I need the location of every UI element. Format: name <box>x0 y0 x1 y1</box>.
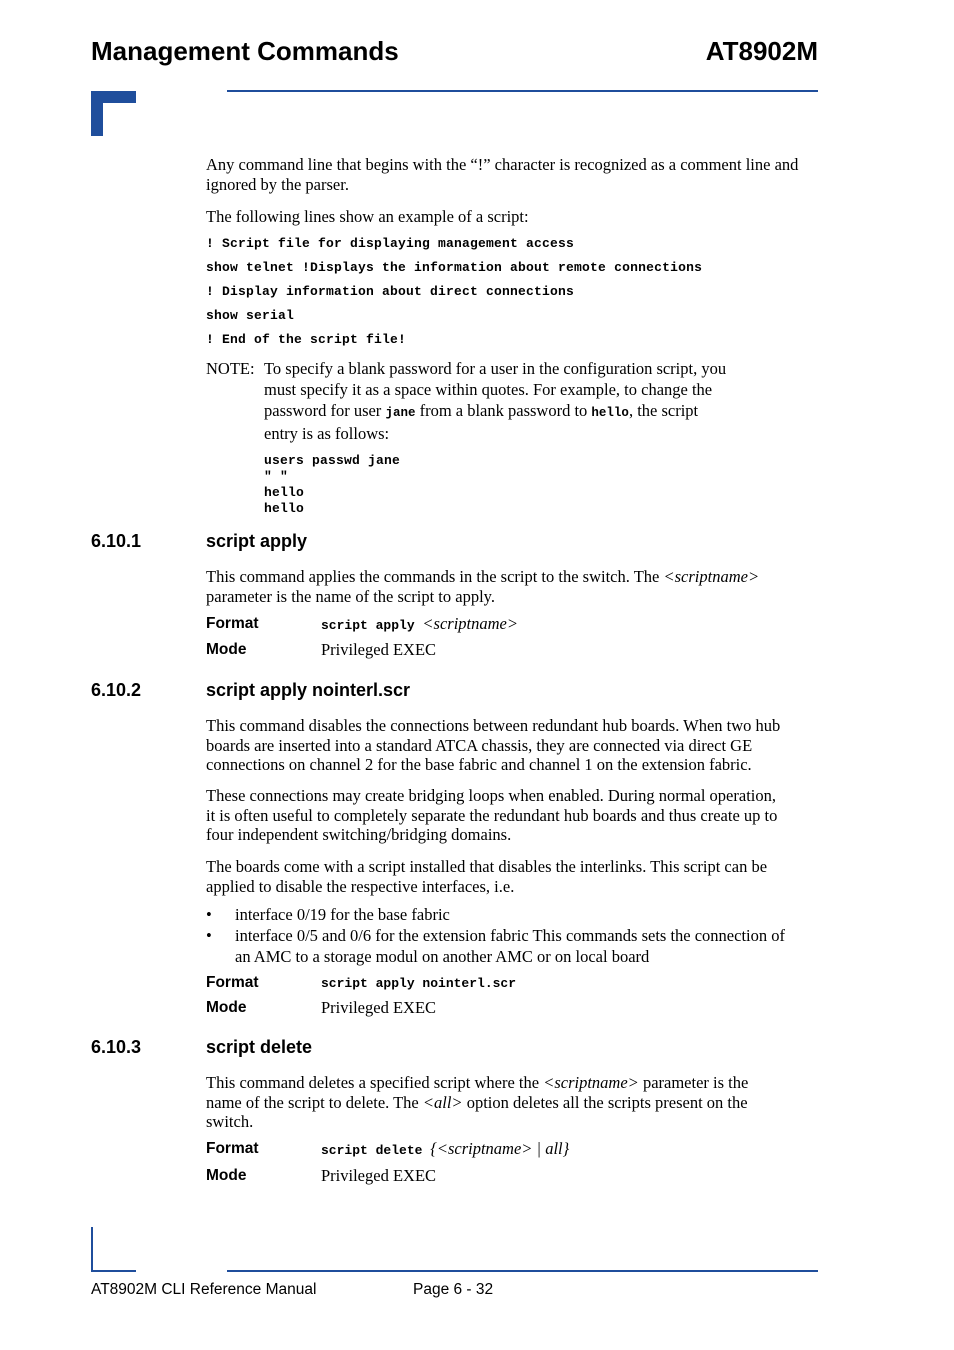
format-value: script apply <scriptname> <box>321 614 519 633</box>
note-line: entry is as follows: <box>264 423 390 443</box>
note-user-jane: jane <box>385 406 416 420</box>
note-label: NOTE: <box>206 359 255 378</box>
mode-value: Privileged EXEC <box>321 998 437 1017</box>
footer-manual-title: AT8902M CLI Reference Manual <box>91 1281 317 1298</box>
section-number: 6.10.2 <box>91 680 142 700</box>
script-code-line: show telnet !Displays the information about remote connections <box>206 260 703 275</box>
header-model: AT8902M <box>705 36 818 66</box>
section-title: script apply <box>206 531 308 551</box>
mode-value: Privileged EXEC <box>321 640 437 659</box>
param-scriptname: <scriptname> <box>663 567 760 586</box>
section-number: 6.10.3 <box>91 1037 142 1057</box>
note-text <box>264 359 824 443</box>
corner-bracket-bottom-horizontal <box>91 1270 136 1272</box>
footer-page-number: Page 6 - 32 <box>413 1281 494 1298</box>
script-code-line: ! Display information about direct connections <box>206 284 575 299</box>
mode-label: Mode <box>206 641 247 658</box>
format-value: script apply nointerl.scr <box>321 976 517 991</box>
format-label: Format <box>206 1140 259 1157</box>
list-item: interface 0/19 for the base fabric <box>235 905 450 924</box>
note-code-line: hello <box>264 501 305 516</box>
section-number: 6.10.1 <box>91 531 142 551</box>
section-title: script delete <box>206 1037 313 1057</box>
format-label: Format <box>206 974 259 991</box>
header-rule <box>227 90 818 92</box>
script-code-line: ! Script file for displaying management access <box>206 236 575 251</box>
bullet-marker: • <box>206 926 212 945</box>
format-param: {<scriptname> | all} <box>430 1139 570 1158</box>
script-code-line: show serial <box>206 308 295 323</box>
format-param: <scriptname> <box>422 614 519 633</box>
section-paragraph: The boards come with a script installed that disables the interlinks. This script can be applied to disable the respective interfaces, i.e. <box>206 857 768 896</box>
note-password-hello: hello <box>591 406 629 420</box>
note-code-line: " " <box>264 469 289 484</box>
section-paragraph: These connections may create bridging loops when enabled. During normal operation, it is often useful to completely separate the redundant hub boards and thus create up to four independent switching/bridging domains. <box>206 786 778 844</box>
section-paragraph: This command disables the connections between redundant hub boards. When two hub boards are inserted into a standard ATCA chassis, they are connected via direct GE connections on channel 2 for the base fabric and channel 1 on the extension fabric. <box>206 716 781 774</box>
bullet-marker: • <box>206 905 212 924</box>
section-paragraph: This command applies the commands in the script to the switch. The <scriptname> parameter is the name of the script to apply. <box>206 567 760 606</box>
format-value: script delete {<scriptname> | all} <box>321 1139 570 1158</box>
example-paragraph: The following lines show an example of a script: <box>206 207 529 226</box>
section-title: script apply nointerl.scr <box>206 680 411 700</box>
corner-bracket-bottom-vertical <box>91 1227 93 1272</box>
list-item: interface 0/5 and 0/6 for the extension fabric This commands sets the connection of an AMC to a storage modul on another AMC or on local board <box>235 926 785 966</box>
section-paragraph: This command deletes a specified script where the <scriptname> parameter is the name of the script to delete. The <all> option deletes all the scripts present on the switch. <box>206 1073 749 1131</box>
param-scriptname: <scriptname> <box>543 1073 639 1092</box>
mode-label: Mode <box>206 999 247 1016</box>
comment-paragraph: Any command line that begins with the “!” character is recognized as a comment line and ignored by the parser. <box>206 155 799 194</box>
format-label: Format <box>206 615 259 632</box>
mode-label: Mode <box>206 1167 247 1184</box>
note-line: To specify a blank password for a user in the configuration script, you <box>264 359 727 378</box>
param-all: <all> <box>422 1092 463 1112</box>
note-code-line: users passwd jane <box>264 453 401 468</box>
footer-rule <box>227 1270 818 1272</box>
script-code-line: ! End of the script file! <box>206 332 407 347</box>
mode-value: Privileged EXEC <box>321 1166 437 1185</box>
corner-bracket-top-vertical <box>91 91 103 136</box>
header-title: Management Commands <box>91 36 399 66</box>
note-line: must specify it as a space within quotes. For example, to change the <box>264 380 713 399</box>
note-code-line: hello <box>264 485 305 500</box>
note-line: password for user jane from a blank password to hello, the script <box>264 401 699 420</box>
